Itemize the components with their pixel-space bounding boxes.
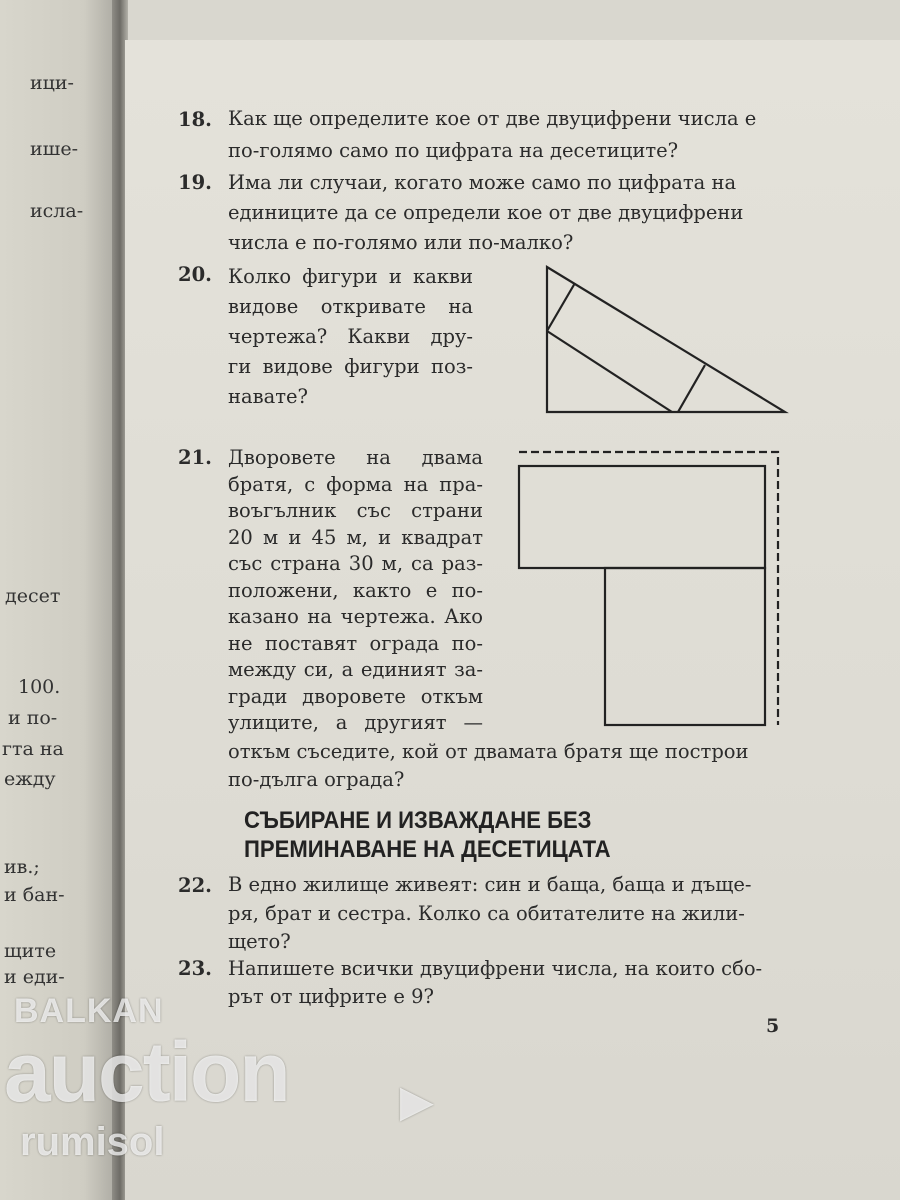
fragment: гта на	[2, 738, 64, 760]
problem-text: Напишете всички двуцифрени числа, на които сбо-	[228, 957, 763, 980]
heading-line: ПРЕМИНАВАНЕ НА ДЕСЕТИЦАТА	[244, 836, 611, 863]
problem-text: между си, а единият за-	[228, 658, 483, 681]
fragment: исла-	[30, 200, 84, 222]
fragment: щите	[4, 940, 57, 962]
problem-text: Колко фигури и какви	[228, 265, 473, 288]
fragment: и по-	[8, 707, 58, 729]
problem-text: чертежа? Какви дру-	[228, 325, 473, 348]
problem-text: Дворовете на двама	[228, 446, 483, 469]
problem-text: 20 м и 45 м, и квадрат	[228, 525, 483, 549]
problem-number: 23.	[178, 957, 212, 980]
problem-text: със страна 30 м, са раз-	[228, 552, 483, 575]
problem-text: единиците да се определи кое от две двуцифрени	[228, 201, 744, 224]
problem-number: 19.	[178, 171, 212, 194]
fragment: ив.;	[4, 856, 40, 878]
page-number: 5	[766, 1015, 780, 1037]
problem-text: видове откривате на	[228, 295, 473, 318]
fragment: и бан-	[4, 884, 65, 906]
problem-text: рът от цифрите е 9?	[228, 985, 435, 1008]
watermark-auction: auction	[4, 1025, 289, 1119]
fragment: и еди-	[4, 966, 65, 988]
fragment: 100.	[18, 676, 61, 698]
fragment: десет	[5, 585, 61, 607]
fragment: ици-	[30, 72, 74, 94]
heading-line: СЪБИРАНЕ И ИЗВАЖДАНЕ БЕЗ	[244, 807, 592, 834]
problem-text: положени, както е по-	[228, 578, 483, 602]
problem-number: 20.	[178, 263, 212, 286]
problem-text: Как ще определите кое от две двуцифрени числа е	[228, 107, 757, 130]
fragment: ежду	[4, 768, 56, 790]
problem-text: ря, брат и сестра. Колко са обитателите на жили-	[228, 902, 745, 925]
problem-text: щето?	[228, 930, 291, 953]
problem-text: по-голямо само по цифрата на десетиците?	[228, 139, 679, 162]
dashed-fence	[519, 452, 778, 725]
problem-number: 18.	[178, 108, 212, 131]
problem-text: не поставят ограда по-	[228, 631, 483, 655]
problem-text: Има ли случаи, когато може само по цифрата на	[228, 171, 737, 194]
problem-text: воъгълник със страни	[228, 499, 483, 522]
fragment: ише-	[30, 138, 78, 160]
problem-text: улиците, а другият —	[228, 711, 483, 734]
problem-text: числа е по-голямо или по-малко?	[228, 231, 574, 254]
problem-text: В едно жилище живеят: син и баща, баща и дъще-	[228, 873, 752, 896]
square-yard	[605, 568, 765, 725]
play-icon: ▶	[400, 1077, 434, 1126]
watermark-balkan: BALKAN	[14, 992, 164, 1030]
problem-text: ги видове фигури поз-	[228, 355, 473, 378]
watermark-rumisol: rumisol	[20, 1120, 165, 1164]
problem-text: казано на чертежа. Ако	[228, 605, 483, 628]
problem-text: навате?	[228, 385, 309, 408]
rectangle-yard	[519, 466, 765, 568]
problem-number: 22.	[178, 874, 212, 897]
problem-text: по-дълга ограда?	[228, 768, 405, 791]
problem-text: откъм съседите, кой от двамата братя ще построи	[228, 740, 749, 763]
problem-text: гради дворовете откъм	[228, 684, 483, 708]
problem-text: братя, с форма на пра-	[228, 472, 483, 496]
problem-number: 21.	[178, 446, 212, 469]
